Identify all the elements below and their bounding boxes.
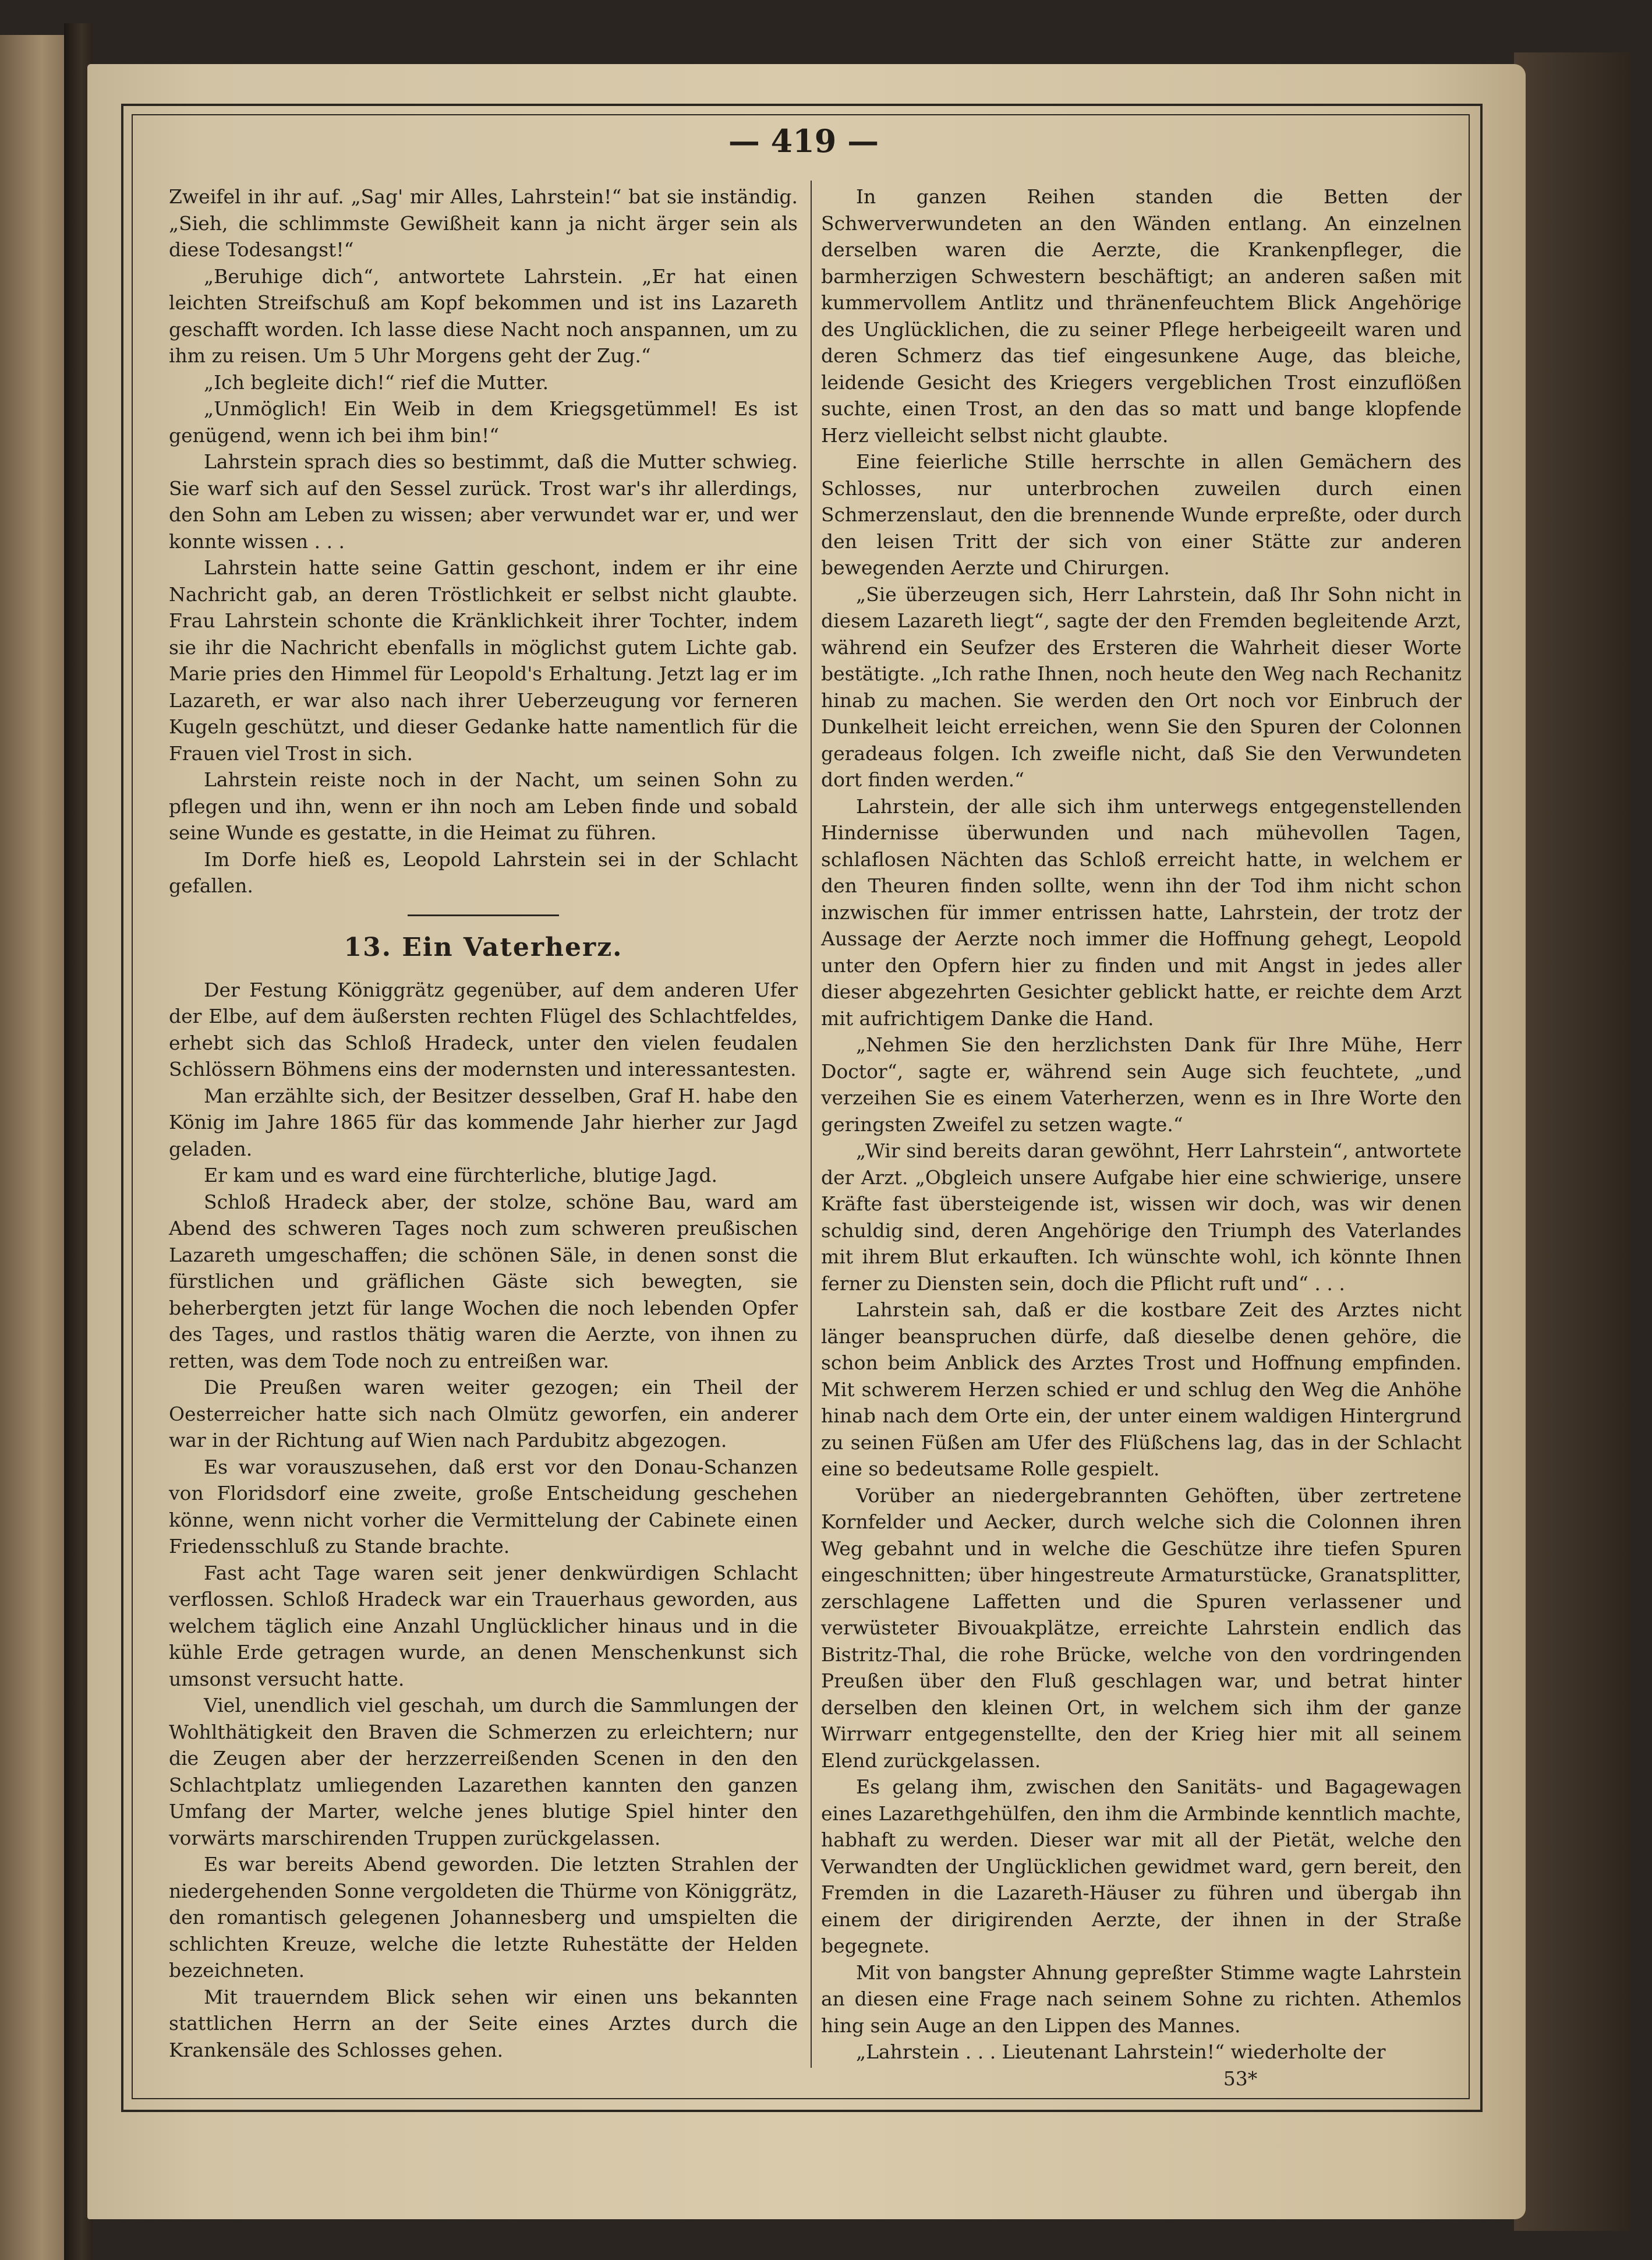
paragraph: Der Festung Königgrätz gegenüber, auf dem anderen Ufer der Elbe, auf dem äußersten rechten Flügel des Schlachtfeldes, erhebt sich das Schloß Hradeck, unter den vielen feudalen Schlössern Böhmens eins der modernsten und interessantesten.: [169, 978, 798, 1080]
paragraph: Er kam und es ward eine fürchterliche, blutige Jagd.: [204, 1164, 717, 1186]
paragraph: Eine feierliche Stille herrschte in allen Gemächern des Schlosses, nur unterbrochen zuweilen durch einen Schmerzenslaut, den die brennende Wunde erpreßte, oder durch den leisen Tritt der sich von einer Stätte zur anderen bewegenden Aerzte und Chirurgen.: [821, 450, 1462, 579]
paragraph: Es war bereits Abend geworden. Die letzten Strahlen der niedergehenden Sonne vergoldeten die Thürme von Königgrätz, den romantisch gelegenen Johannesberg und umspielten die schlichten Kreuze, welche die letzte Ruhestätte der Helden bezeichneten.: [169, 1853, 798, 1982]
paragraph: Die Preußen waren weiter gezogen; ein Theil der Oesterreicher hatte sich nach Olmütz geworfen, ein anderer war in der Richtung auf Wien nach Pardubitz abgezogen.: [169, 1376, 798, 1452]
paragraph: „Unmöglich! Ein Weib in dem Kriegsgetümmel! Es ist genügend, wenn ich bei ihm bin!“: [169, 397, 798, 447]
paragraph: Fast acht Tage waren seit jener denkwürdigen Schlacht verflossen. Schloß Hradeck war ein Trauerhaus geworden, aus welchem täglich eine Anzahl Unglücklicher hinaus und in die kühle Erde getragen wurde, an denen Menschenkunst sich umsonst versucht hatte.: [169, 1561, 798, 1690]
printer-signature-mark: 53*: [1223, 2067, 1258, 2090]
paragraph: Lahrstein sprach dies so bestimmt, daß die Mutter schwieg. Sie warf sich auf den Sessel zurück. Trost war's ihr allerdings, den Sohn am Leben zu wissen; aber verwundet war er, und wer konnte wissen . . .: [169, 450, 798, 553]
paragraph: Lahrstein sah, daß er die kostbare Zeit des Arztes nicht länger beanspruchen dürfe, daß dieselbe denen gehöre, die schon beim Anblick des Arztes Trost und Hoffnung empfinden. Mit schwerem Herzen schied er und schlug den Weg die Anhöhe hinab nach dem Orte ein, der unter einem waldigen Hintergrund zu seinen Füßen am Ufer des Flüßchens lag, das in der Schlacht eine so bedeutsame Rolle gespielt.: [821, 1298, 1462, 1480]
paragraph: Schloß Hradeck aber, der stolze, schöne Bau, ward am Abend des schweren Tages noch zum schweren preußischen Lazareth umgeschaffen; die schönen Säle, in denen sonst die fürstlichen und gräflichen Gäste sich bewegten, sie beherbergten jetzt für lange Wochen die noch lebenden Opfer des Tages, und rastlos thätig waren die Aerzte, von ihnen zu retten, was dem Tode noch zu entreißen war.: [169, 1190, 798, 1372]
paragraph: Man erzählte sich, der Besitzer desselben, Graf H. habe den König im Jahre 1865 für das kommende Jahr hierher zur Jagd geladen.: [169, 1084, 798, 1160]
paragraph: Im Dorfe hieß es, Leopold Lahrstein sei in der Schlacht gefallen.: [169, 848, 798, 897]
paragraph: „Beruhige dich“, antwortete Lahrstein. „Er hat einen leichten Streifschuß am Kopf bekommen und ist ins Lazareth geschafft worden. Ich lasse diese Nacht noch anspannen, um zu ihm zu reisen. Um 5 Uhr Morgens geht der Zug.“: [169, 264, 798, 367]
paragraph: „Ich begleite dich!“ rief die Mutter.: [204, 370, 549, 394]
paragraph: „Lahrstein . . . Lieutenant Lahrstein!“ wiederholte der: [856, 2040, 1386, 2063]
paragraph: Mit von bangster Ahnung gepreßter Stimme wagte Lahrstein an diesen eine Frage nach seinem Sohne zu richten. Athemlos hing sein Auge an den Lippen des Mannes.: [821, 1961, 1462, 2037]
column-divider: [811, 181, 812, 2068]
paragraph: Vorüber an niedergebrannten Gehöften, über zertretene Kornfelder und Aecker, durch welche sich die Colonnen ihren Weg gebahnt und in welche die Geschütze ihre tiefen Spuren eingeschnitten; über hingestreute Armaturstücke, Granatsplitter, zerschlagene Laffetten und die Spuren verlassener und verwüsteter Bivouakplätze, erreichte Lahrstein endlich das Bistritz-Thal, die rohe Brücke, welche von den vordringenden Preußen über den Fluß geschlagen war, und betrat hinter derselben den kleinen Ort, in welchem sich ihm der ganze Wirrwarr entgegenstellte, den der Krieg hier mit all seinem Elend zurückgelassen.: [821, 1484, 1462, 1772]
paragraph: Lahrstein, der alle sich ihm unterwegs entgegenstellenden Hindernisse überwunden und nach mühevollen Tagen, schlaflosen Nächten das Schloß erreicht hatte, in welchem er den Theuren finden sollte, wenn ihn der Tod ihm nicht schon inzwischen für immer entrissen hatte, Lahrstein, der trotz der Aussage der Aerzte noch immer die Hoffnung gehegt, Leopold unter den Opfern hier zu finden und mit Angst in jedes aller dieser abgezehrten Gesichter geblickt hatte, er reichte dem Arzt mit aufrichtigem Danke die Hand.: [821, 794, 1462, 1030]
section-heading: 13. Ein Vaterherz.: [344, 932, 623, 962]
paragraph: „Nehmen Sie den herzlichsten Dank für Ihre Mühe, Herr Doctor“, sagte er, während sein Auge sich feuchtete, „und verzeihen Sie es einem Vaterherzen, wenn es in Ihre Worte den geringsten Zweifel zu setzen wagte.“: [821, 1033, 1462, 1136]
paragraph: Lahrstein reiste noch in der Nacht, um seinen Sohn zu pflegen und ihn, wenn er ihn noch am Leben finde und sobald seine Wunde es gestatte, in die Heimat zu führen.: [169, 768, 798, 844]
paragraph: Zweifel in ihr auf. „Sag' mir Alles, Lahrstein!“ bat sie inständig. „Sieh, die schlimmste Gewißheit kann ja nicht ärger sein als diese Todesangst!“: [169, 185, 798, 261]
book-cover-edge: [1514, 52, 1630, 2231]
paragraph: In ganzen Reihen standen die Betten der Schwerverwundeten an den Wänden entlang. An einzelnen derselben waren die Aerzte, die Krankenpfleger, die barmherzigen Schwestern beschäftigt; an anderen saßen mit kummervollem Antlitz und thränenfeuchtem Blick Angehörige des Unglücklichen, die zu seiner Pflege herbeigeeilt waren und deren Schmerz das tief eingesunkene Auge, das bleiche, leidende Gesicht des Kriegers vergeblichen Trost einzuflößen suchte, einen Trost, an den das so matt und bange klopfende Herz vielleicht selbst nicht glaubte.: [821, 185, 1462, 447]
left-column: [169, 183, 798, 2063]
paragraph: Es war vorauszusehen, daß erst vor den Donau-Schanzen von Floridsdorf eine zweite, große Entscheidung geschehen könne, wenn nicht vorher die Vermittelung der Cabinete einen Friedensschluß zu Stande brachte.: [169, 1455, 798, 1558]
paragraph: Viel, unendlich viel geschah, um durch die Sammlungen der Wohlthätigkeit den Braven die Schmerzen zu erleichtern; nur die Zeugen aber der herzzerreißenden Scenen in den den Schlachtplatz umliegenden Lazarethen kannten den ganzen Umfang der Marter, welche jenes blutige Spiel hinter den vorwärts marschirenden Truppen zurückgelassen.: [169, 1694, 798, 1849]
page-number: — 419 —: [728, 122, 879, 160]
paragraph: Mit trauerndem Blick sehen wir einen uns bekannten stattlichen Herrn an der Seite eines Arztes durch die Krankensäle des Schlosses gehen.: [169, 1985, 798, 2061]
paragraph: „Sie überzeugen sich, Herr Lahrstein, daß Ihr Sohn nicht in diesem Lazareth liegt“, sagte der den Fremden begleitende Arzt, während ein Seufzer des Ersteren die Wahrheit dieser Worte bestätigte. „Ich rathe Ihnen, noch heute den Weg nach Rechanitz hinab zu machen. Sie werden den Ort noch vor Einbruch der Dunkelheit leicht erreichen, wenn Sie den Spuren der Colonnen geradeaus folgen. Ich zweifle nicht, daß Sie den Verwundeten dort finden werden.“: [821, 582, 1462, 791]
paragraph: „Wir sind bereits daran gewöhnt, Herr Lahrstein“, antwortete der Arzt. „Obgleich unsere Aufgabe hier eine schwierige, unsere Kräfte fast übersteigende ist, wissen wir doch, was wir denen schuldig sind, deren Angehörige den Triumph des Vaterlandes mit ihrem Blut erkauften. Ich wünschte wohl, ich könnte Ihnen ferner zu Diensten sein, doch die Pflicht ruft und“ . . .: [821, 1139, 1462, 1295]
paragraph: Es gelang ihm, zwischen den Sanitäts- und Bagagewagen eines Lazarethgehülfen, den ihm die Armbinde kenntlich machte, habhaft zu werden. Dieser war mit all der Pietät, welche den Verwandten der Unglücklichen gewidmet ward, gern bereit, den Fremden in die Lazareth-Häuser zu führen und übergab ihn einem der dirigirenden Aerzte, der ihnen in der Straße begegnete.: [821, 1775, 1462, 1957]
paragraph: Lahrstein hatte seine Gattin geschont, indem er ihr eine Nachricht gab, an deren Tröstlichkeit er selbst nicht glaubte. Frau Lahrstein schonte die Kränklichkeit ihrer Tochter, indem sie ihr die Nachricht ebenfalls in möglichst gutem Lichte gab. Marie pries den Himmel für Leopold's Erhaltung. Jetzt lag er im Lazareth, er war also nach ihrer Ueberzeugung vor ferneren Kugeln geschützt, und dieser Gedanke hatte namentlich für die Frauen viel Trost in sich.: [169, 556, 798, 765]
section-divider: [408, 914, 559, 916]
right-column: [821, 183, 1462, 2092]
